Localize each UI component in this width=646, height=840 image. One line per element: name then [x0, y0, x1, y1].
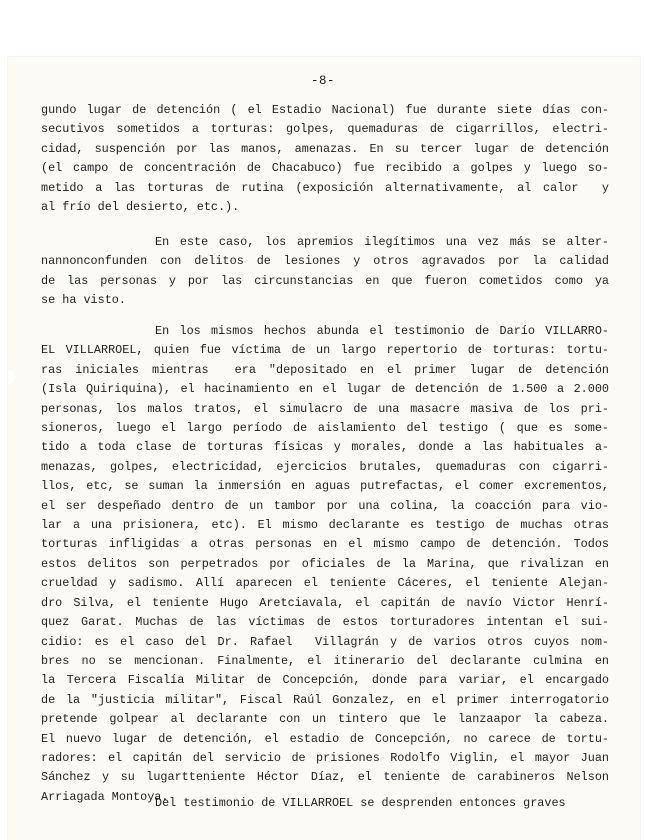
text-line: al frío del desierto, etc.). — [41, 200, 240, 215]
text-line: quez Garat. Muchas de las víctimas de estos torturadores intentan el sui- — [41, 615, 609, 630]
text-line: nannonconfunden con delitos de lesiones y otros agravados por la calidad — [41, 254, 609, 269]
text-line: personas, los malos tratos, el simulacro de una masacre masiva de los pri- — [41, 401, 609, 416]
text-line: Arriagada Montoya. — [41, 789, 169, 804]
text-line: (Isla Quiriquina), el hacinamiento en el lugar de detención de 1.500 a 2.000 — [41, 382, 609, 397]
text-line: EL VILLARROEL, quien fue víctima de un largo repertorio de torturas: tortu- — [41, 343, 609, 358]
text-line: En los mismos hechos abunda el testimonio de Darío VILLARRO- — [155, 324, 609, 338]
text-line: la Tercera Fiscalía Militar de Concepción, donde para variar, el encargado — [41, 673, 609, 688]
text-line: crueldad y sadismo. Allí aparecen el teniente Cáceres, el teniente Alejan- — [41, 576, 609, 591]
text-line: torturas infligidas a otras personas en el mismo campo de detención. Todos — [41, 537, 609, 552]
text-line: cidad, suspención por las manos, amenazas. En su tercer lugar de detención — [41, 141, 609, 156]
text-line: estos delitos son perpetrados por oficiales de la Marina, que rivalizan en — [41, 556, 609, 571]
text-line: cidio: es el caso del Dr. Rafael Villagrán y de varios otros cuyos nom- — [41, 634, 609, 649]
paragraph-3 — [41, 322, 609, 807]
paragraph-2 — [41, 233, 609, 311]
text-line: se ha visto. — [41, 293, 126, 308]
text-line: gundo lugar de detención ( el Estadio Nacional) fue durante siete días con- — [41, 103, 609, 117]
text-line: llos, etc, se suman la inmersión en aguas putrefactas, el comer excrementos, — [41, 479, 609, 494]
text-line: dro Silva, el teniente Hugo Aretciavala, el capitán de navío Victor Henrí- — [41, 595, 609, 610]
text-line: lar a una prisionera, etc). El mismo declarante es testigo de muchas otras — [41, 518, 609, 533]
text-line: bres no se mencionan. Finalmente, el itinerario del declarante culmina en — [41, 653, 609, 668]
text-line: secutivos sometidos a torturas: golpes, quemaduras de cigarrillos, electri- — [41, 122, 609, 137]
text-line: Sánchez y su lugartteniente Héctor Díaz, el teniente de carabineros Nelson — [41, 770, 609, 785]
punch-hole — [8, 370, 15, 384]
text-line: El nuevo lugar de detención, el estadio de Concepción, no carece de tortu- — [41, 731, 609, 746]
text-line: Del testimonio de VILLARROEL se desprenden entonces graves — [155, 796, 566, 810]
text-line: metido a las torturas de rutina (exposición alternativamente, al calor y — [41, 180, 609, 195]
text-line: En este caso, los apremios ilegítimos una vez más se alter- — [155, 235, 609, 249]
text-line: de la "justicia militar", Fiscal Raúl Gonzalez, en el primer interrogatorio — [41, 692, 609, 707]
paragraph-4 — [41, 794, 609, 813]
text-line: sioneros, luego el largo período de aislamiento del testigo ( que es some- — [41, 421, 609, 436]
text-line: tido a toda clase de torturas físicas y morales, donde a las habituales a- — [41, 440, 609, 455]
text-line: de las personas y por las circunstancias en que fueron cometidos como ya — [41, 273, 609, 288]
text-line: pretende golpear al declarante con un tintero que le lanzaapor la cabeza. — [41, 712, 609, 727]
text-line: radores: el capitán del servicio de prisiones Rodolfo Viglin, el mayor Juan — [41, 750, 609, 765]
text-line: (el campo de concentración de Chacabuco) fue recibido a golpes y luego so- — [41, 161, 609, 176]
text-line: el ser despeñado dentro de un tambor por una colina, la coacción para vio- — [41, 498, 609, 513]
text-line: menazas, golpes, electricidad, ejercicios brutales, quemaduras con cigarri- — [41, 459, 609, 474]
text-line: ras iniciales mientras era "depositado en el primer lugar de detención — [41, 362, 609, 377]
page-number: -8- — [310, 74, 335, 88]
paragraph-1 — [41, 101, 609, 217]
